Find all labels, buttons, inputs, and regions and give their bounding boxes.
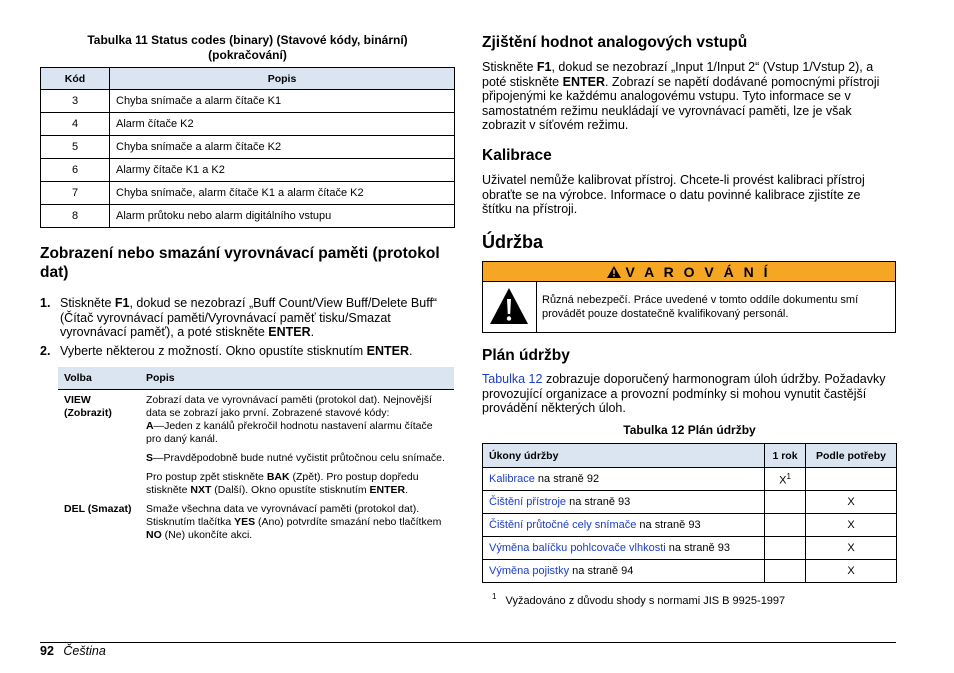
text: Smaže všechna data ve vyrovnávací paměti (protokol dat). Stisknutím tlačítka	[146, 502, 420, 528]
section-title-maintenance: Údržba	[482, 232, 544, 252]
table-row	[58, 497, 454, 542]
table11-caption	[40, 33, 455, 63]
code-cell: 8	[41, 205, 110, 228]
page-number: 92	[40, 644, 54, 658]
step-number: 1.	[40, 296, 51, 310]
text	[146, 471, 448, 497]
task-cell	[483, 560, 765, 583]
text: na straně 94	[569, 565, 634, 577]
warning-title: V A R O V Á N Í	[625, 264, 771, 280]
footer-divider	[40, 642, 896, 643]
key-name: ENTER	[366, 344, 409, 358]
option-label: VIEW	[64, 393, 91, 406]
code-cell: 5	[41, 136, 110, 159]
options-table	[58, 367, 454, 542]
option-del-desc	[140, 497, 454, 542]
task-link[interactable]: Čištění přístroje	[489, 496, 567, 508]
desc-cell: Chyba snímače a alarm čítače K2	[110, 136, 455, 159]
task-cell	[483, 537, 765, 560]
text: . Zobrazí se napětí dodávané pomocnými přístroji připojenými ke každému analogovému vstupu. Tyto informace se v samostatném režimu neukládají ve vyrovnávací paměti, lze je však zobrazit v síťovém režimu.	[482, 74, 880, 132]
section-title-calibration: Kalibrace	[482, 147, 552, 164]
step-1	[40, 296, 455, 340]
text: .	[409, 344, 413, 358]
warning-header	[482, 261, 896, 281]
desc-cell: Alarmy čítače K1 a K2	[110, 159, 455, 182]
step-text	[60, 344, 455, 359]
key-name: ENTER	[562, 74, 605, 89]
text: (Ano) potvrdíte smazání nebo tlačítkem	[255, 515, 442, 528]
year-cell	[765, 560, 806, 583]
page-footer	[40, 644, 106, 658]
text: Pro postup zpět stiskněte	[146, 470, 267, 483]
table-row	[41, 205, 455, 228]
col-header-option: Volba	[58, 367, 140, 389]
text: na straně 93	[566, 496, 631, 508]
table-row	[483, 560, 897, 583]
table-row	[483, 468, 897, 491]
col-header-year: 1 rok	[765, 444, 806, 468]
desc-cell: Chyba snímače, alarm čítače K1 a alarm čítače K2	[110, 182, 455, 205]
mark: X	[779, 474, 787, 487]
maintenance-plan-table	[482, 443, 897, 583]
table-row	[41, 159, 455, 182]
table-row	[483, 514, 897, 537]
footnote-ref: 1	[786, 471, 791, 481]
task-link[interactable]: Výměna pojistky	[489, 565, 570, 577]
text: —Jeden z kanálů překročil hodnotu nastavení alarmu čítače pro daný kanál.	[146, 419, 433, 445]
footer-language: Čeština	[63, 644, 106, 658]
text: Vyberte některou z možností. Okno opustíte stisknutím	[60, 344, 367, 358]
text: Stiskněte	[482, 60, 537, 74]
footnote	[492, 590, 785, 608]
section-title-plan: Plán údržby	[482, 347, 570, 364]
task-link[interactable]: Čištění průtočné cely snímače	[489, 519, 637, 531]
table-row	[483, 537, 897, 560]
step-2	[40, 344, 455, 359]
text: (Zpět). Pro postup dopředu stiskněte	[146, 470, 419, 496]
task-cell	[483, 514, 765, 537]
code-cell: 7	[41, 182, 110, 205]
key-name: YES	[234, 515, 256, 528]
plan-paragraph	[482, 372, 894, 416]
table12-link[interactable]: Tabulka 12	[482, 372, 543, 386]
text: —Pravděpodobně bude nutné vyčistit průtočnou celu snímače.	[153, 451, 445, 464]
text	[146, 420, 448, 446]
warning-box	[482, 281, 896, 333]
desc-cell: Alarm čítače K2	[110, 113, 455, 136]
year-cell	[765, 491, 806, 514]
need-cell	[806, 468, 897, 491]
text: .	[405, 483, 409, 496]
need-cell: X	[806, 537, 897, 560]
table-row	[41, 113, 455, 136]
code-key: A	[146, 419, 154, 432]
warning-hazard-icon	[489, 287, 529, 330]
desc-cell: Chyba snímače a alarm čítače K1	[110, 90, 455, 113]
col-header-code: Kód	[41, 68, 110, 90]
warning-icon-cell	[483, 282, 537, 332]
col-header-desc: Popis	[140, 367, 454, 389]
key-name: ENTER	[369, 483, 406, 496]
text: na straně 93	[665, 542, 730, 554]
desc-cell: Alarm průtoku nebo alarm digitálního vstupu	[110, 205, 455, 228]
text: (Další). Okno opustíte stisknutím	[211, 483, 370, 496]
table-row	[58, 389, 454, 497]
table-row	[41, 136, 455, 159]
text	[146, 452, 448, 465]
code-key: S	[146, 451, 154, 464]
need-cell: X	[806, 491, 897, 514]
analog-paragraph	[482, 60, 892, 133]
section-title-analog: Zjištění hodnot analogových vstupů	[482, 34, 748, 51]
year-cell	[765, 514, 806, 537]
option-del	[58, 497, 140, 542]
table-row	[41, 182, 455, 205]
key-name: NXT	[190, 483, 212, 496]
code-cell: 4	[41, 113, 110, 136]
text: , dokud se nezobrazí „Buff Count/View Buff/Delete Buff“ (Čítač vyrovnávací paměti/Vyrovnávací paměť tisku/Smazat vyrovnávací paměť), a poté stiskněte	[60, 296, 438, 339]
year-cell	[765, 537, 806, 560]
task-link[interactable]: Výměna balíčku pohlcovače vlhkosti	[489, 542, 666, 554]
task-cell	[483, 491, 765, 514]
status-codes-table	[40, 67, 455, 228]
col-header-task: Úkony údržby	[483, 444, 765, 468]
need-cell: X	[806, 560, 897, 583]
table-row	[483, 491, 897, 514]
option-sublabel: (Zobrazit)	[64, 406, 112, 419]
warning-text: Různá nebezpečí. Práce uvedené v tomto oddíle dokumentu smí provádět pouze dostatečně kvalifikovaný personál.	[542, 294, 859, 320]
text: Zobrazí data ve vyrovnávací paměti (protokol dat). Nejnovější data se zobrazí jako první. Zobrazené stavové kódy:	[146, 393, 432, 419]
code-cell: 6	[41, 159, 110, 182]
step-text	[60, 296, 455, 340]
key-name: ENTER	[268, 325, 311, 339]
key-name: F1	[536, 60, 552, 74]
table11-caption-line2: (pokračování)	[208, 48, 287, 62]
need-cell: X	[806, 514, 897, 537]
key-name: BAK	[266, 470, 290, 483]
table11-caption-line1: Tabulka 11 Status codes (binary) (Stavové kódy, binární)	[87, 33, 408, 47]
option-view	[58, 389, 140, 497]
year-cell	[765, 468, 806, 491]
col-header-need: Podle potřeby	[806, 444, 897, 468]
option-label: DEL (Smazat)	[64, 502, 132, 515]
section-title-display-buffer: Zobrazení nebo smazání vyrovnávací paměti (protokol dat)	[40, 245, 440, 281]
text: zobrazuje doporučený harmonogram úloh údržby. Požadavky provozující organizace a provozní podmínky si mohou vynutit častější provádění některých úloh.	[482, 372, 886, 415]
text: na straně 92	[534, 473, 600, 485]
task-link[interactable]: Kalibrace	[489, 473, 535, 485]
text: na straně 93	[636, 519, 701, 531]
table-row	[41, 90, 455, 113]
code-cell: 3	[41, 90, 110, 113]
footnote-number: 1	[492, 592, 497, 601]
step-number: 2.	[40, 344, 51, 358]
calibration-paragraph: Uživatel nemůže kalibrovat přístroj. Chcete-li provést kalibraci přístroj obraťte se na výrobce. Informace o datu povinné kalibrace zjistíte ze štítku na přístroji.	[482, 173, 865, 216]
text: Stiskněte	[60, 296, 115, 310]
text: .	[310, 325, 315, 339]
key-name: NO	[146, 528, 162, 541]
task-cell	[483, 468, 765, 491]
option-view-desc	[140, 389, 454, 497]
col-header-desc: Popis	[110, 68, 455, 90]
table12-caption: Tabulka 12 Plán údržby	[623, 423, 756, 437]
text: , dokud se nezobrazí „Input 1/Input 2“ (Vstup 1/Vstup 2), a poté stiskněte	[482, 60, 874, 89]
key-name: F1	[114, 296, 130, 310]
footnote-text: Vyžadováno z důvodu shody s normami JIS B 9925-1997	[505, 594, 786, 607]
text: (Ne) ukončíte akci.	[161, 528, 253, 541]
